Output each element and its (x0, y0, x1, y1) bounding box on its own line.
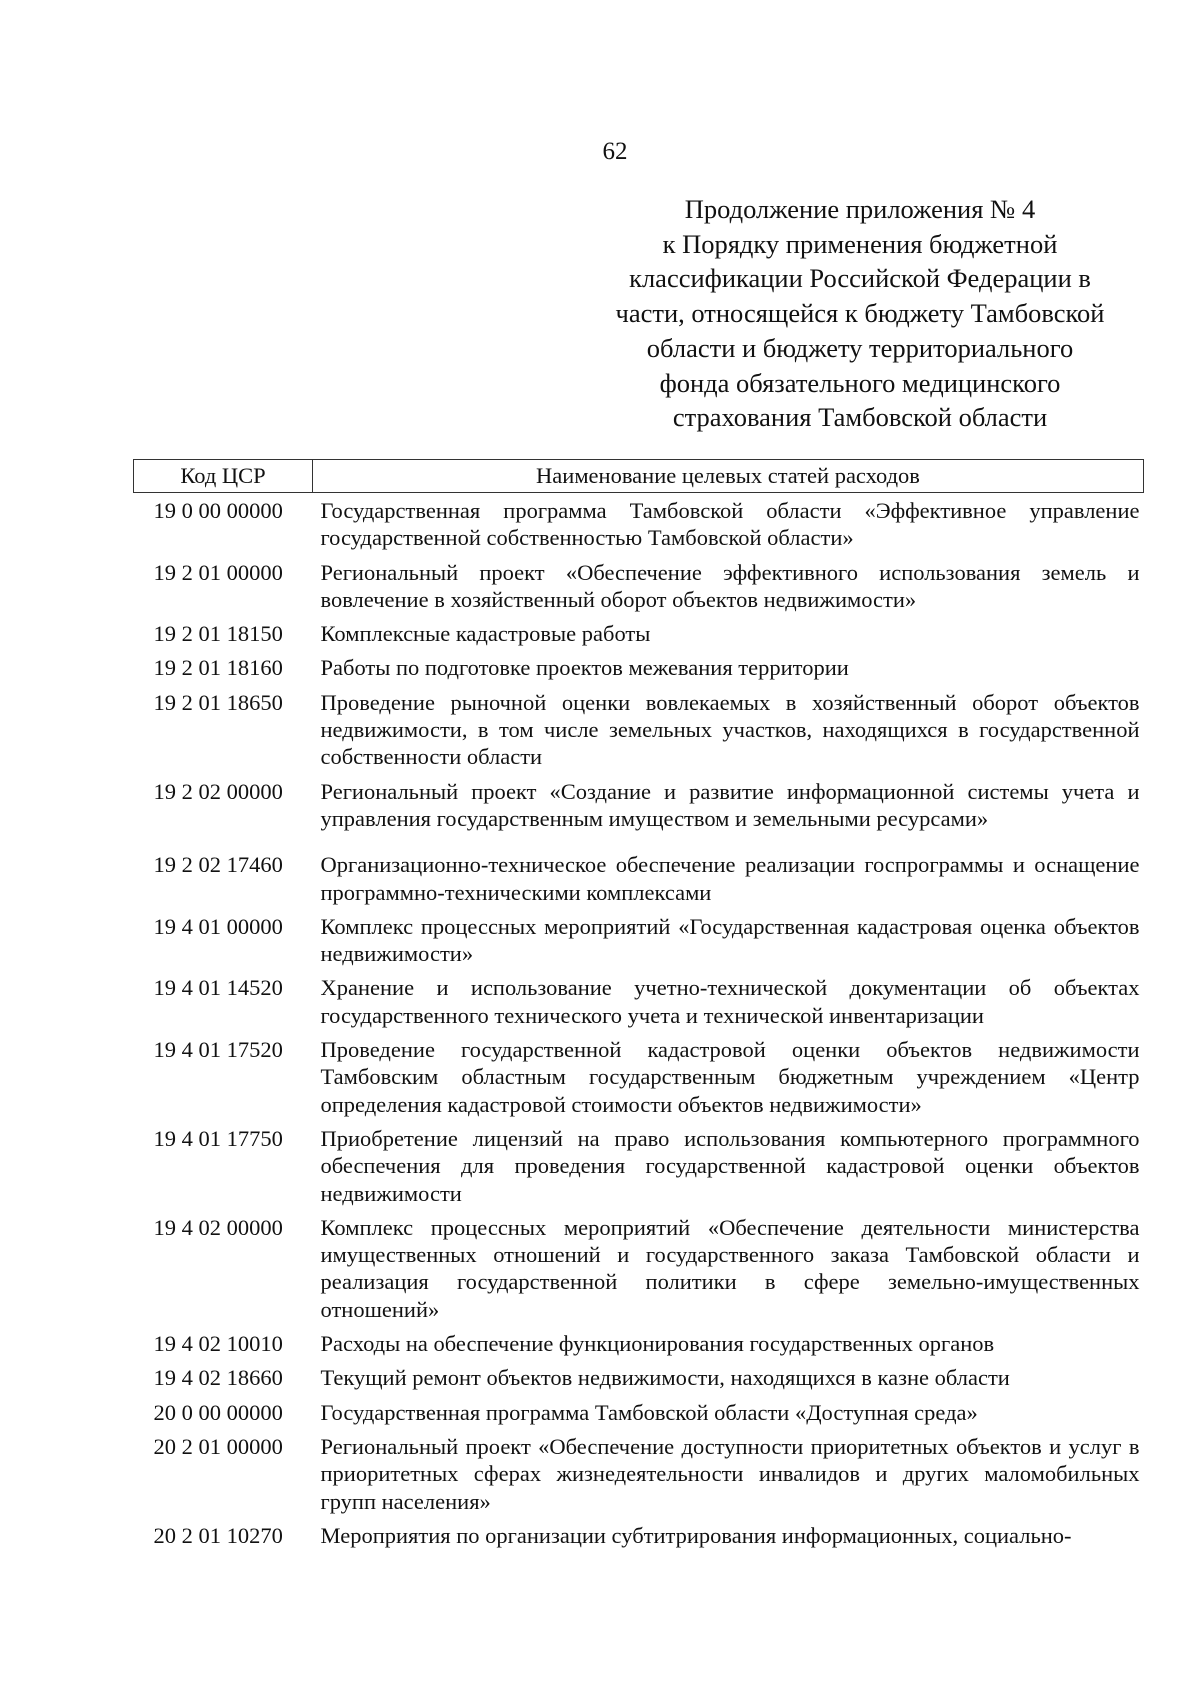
page-number: 62 (602, 138, 628, 165)
table-row (134, 1326, 1144, 1360)
row-code: 19 4 02 10010 (153, 1331, 283, 1357)
expenditure-table (133, 459, 1144, 1552)
heading-line: области и бюджету территориального (646, 332, 1074, 363)
table-row (134, 970, 1144, 1032)
row-code: 19 2 02 17460 (153, 852, 283, 878)
table-row (134, 835, 1144, 909)
row-code: 19 4 02 00000 (153, 1214, 283, 1240)
table-row (134, 555, 1144, 617)
row-code: 19 4 01 00000 (153, 913, 283, 939)
row-name: Проведение рыночной оценки вовлекаемых в хозяйственный оборот объектов недвижимости, в том числе земельных участков, находящихся в государственной собственности области (320, 689, 1140, 770)
row-name: Текущий ремонт объектов недвижимости, находящихся в казне области (320, 1365, 1010, 1391)
heading-line: части, относящейся к бюджету Тамбовской (615, 298, 1105, 329)
table-header-row (134, 460, 1144, 493)
table-row (134, 1121, 1144, 1210)
heading-line: к Порядку применения бюджетной (662, 228, 1058, 259)
row-name: Комплекс процессных мероприятий «Государственная кадастровая оценка объектов недвижимости» (320, 913, 1140, 967)
row-name: Комплекс процессных мероприятий «Обеспечение деятельности министерства имущественных отношений и государственного заказа Тамбовской области и реализация государственной политики в сфере земельно-имущественных отношений» (320, 1214, 1140, 1322)
expenditure-table-container (133, 459, 1143, 1552)
row-code: 20 2 01 10270 (153, 1522, 283, 1548)
table-row (134, 1210, 1144, 1326)
row-code: 19 4 02 18660 (153, 1365, 283, 1391)
row-name: Проведение государственной кадастровой оценки объектов недвижимости Тамбовским областным государственным бюджетным учреждением «Центр определения кадастровой стоимости объектов недвижимости» (320, 1037, 1140, 1117)
row-code: 19 4 01 17750 (153, 1125, 283, 1151)
row-name: Государственная программа Тамбовской области «Эффективное управление государственной собственностью Тамбовской области» (320, 498, 1140, 551)
row-name: Работы по подготовке проектов межевания территории (320, 655, 849, 681)
row-code: 19 2 01 00000 (153, 559, 283, 585)
table-row (134, 1032, 1144, 1121)
table-row (134, 650, 1144, 684)
table-row (134, 1360, 1144, 1394)
header-name: Наименование целевых статей расходов (313, 460, 1144, 493)
row-name: Региональный проект «Создание и развитие информационной системы учета и управления государственным имуществом и земельными ресурсами» (320, 778, 1140, 831)
heading-line: фонда обязательного медицинского (659, 367, 1061, 398)
row-name: Расходы на обеспечение функционирования государственных органов (320, 1331, 995, 1357)
row-name: Комплексные кадастровые работы (320, 621, 651, 647)
row-name: Организационно-техническое обеспечение реализации госпрограммы и оснащение программно-техническими комплексами (320, 852, 1140, 905)
row-code: 19 2 02 00000 (153, 778, 283, 804)
row-code: 19 2 01 18650 (153, 689, 283, 715)
row-name: Региональный проект «Обеспечение доступности приоритетных объектов и услуг в приоритетных сферах жизнедеятельности инвалидов и других маломобильных групп населения» (320, 1433, 1140, 1514)
table-row (134, 616, 1144, 650)
row-code: 20 2 01 00000 (153, 1433, 283, 1459)
table-row (134, 774, 1144, 836)
heading-line: страхования Тамбовской области (672, 402, 1048, 433)
header-code: Код ЦСР (134, 460, 313, 493)
appendix-heading (580, 192, 1140, 435)
row-code: 19 2 01 18160 (153, 655, 283, 681)
row-name: Региональный проект «Обеспечение эффективного использования земель и вовлечение в хозяйственный оборот объектов недвижимости» (320, 559, 1140, 612)
table-row (134, 1429, 1144, 1518)
row-code: 19 4 01 14520 (153, 975, 283, 1001)
row-name: Государственная программа Тамбовской области «Доступная среда» (320, 1399, 978, 1425)
heading-line: классификации Российской Федерации в (629, 263, 1091, 294)
heading-line: Продолжение приложения № 4 (684, 194, 1036, 224)
table-row (134, 1395, 1144, 1429)
row-code: 20 0 00 00000 (153, 1399, 283, 1425)
row-name: Мероприятия по организации субтитрирования информационных, социально- (320, 1522, 1072, 1548)
row-code: 19 2 01 18150 (153, 621, 283, 647)
table-row (134, 1518, 1144, 1552)
table-row (134, 685, 1144, 774)
row-name: Приобретение лицензий на право использования компьютерного программного обеспечения для проведения государственной кадастровой оценки объектов недвижимости (320, 1125, 1140, 1206)
row-code: 19 4 01 17520 (153, 1037, 283, 1063)
table-row (134, 909, 1144, 971)
table-row (134, 493, 1144, 555)
row-code: 19 0 00 00000 (153, 498, 283, 523)
row-name: Хранение и использование учетно-технической документации об объектах государственного технического учета и технической инвентаризации (320, 975, 1140, 1028)
